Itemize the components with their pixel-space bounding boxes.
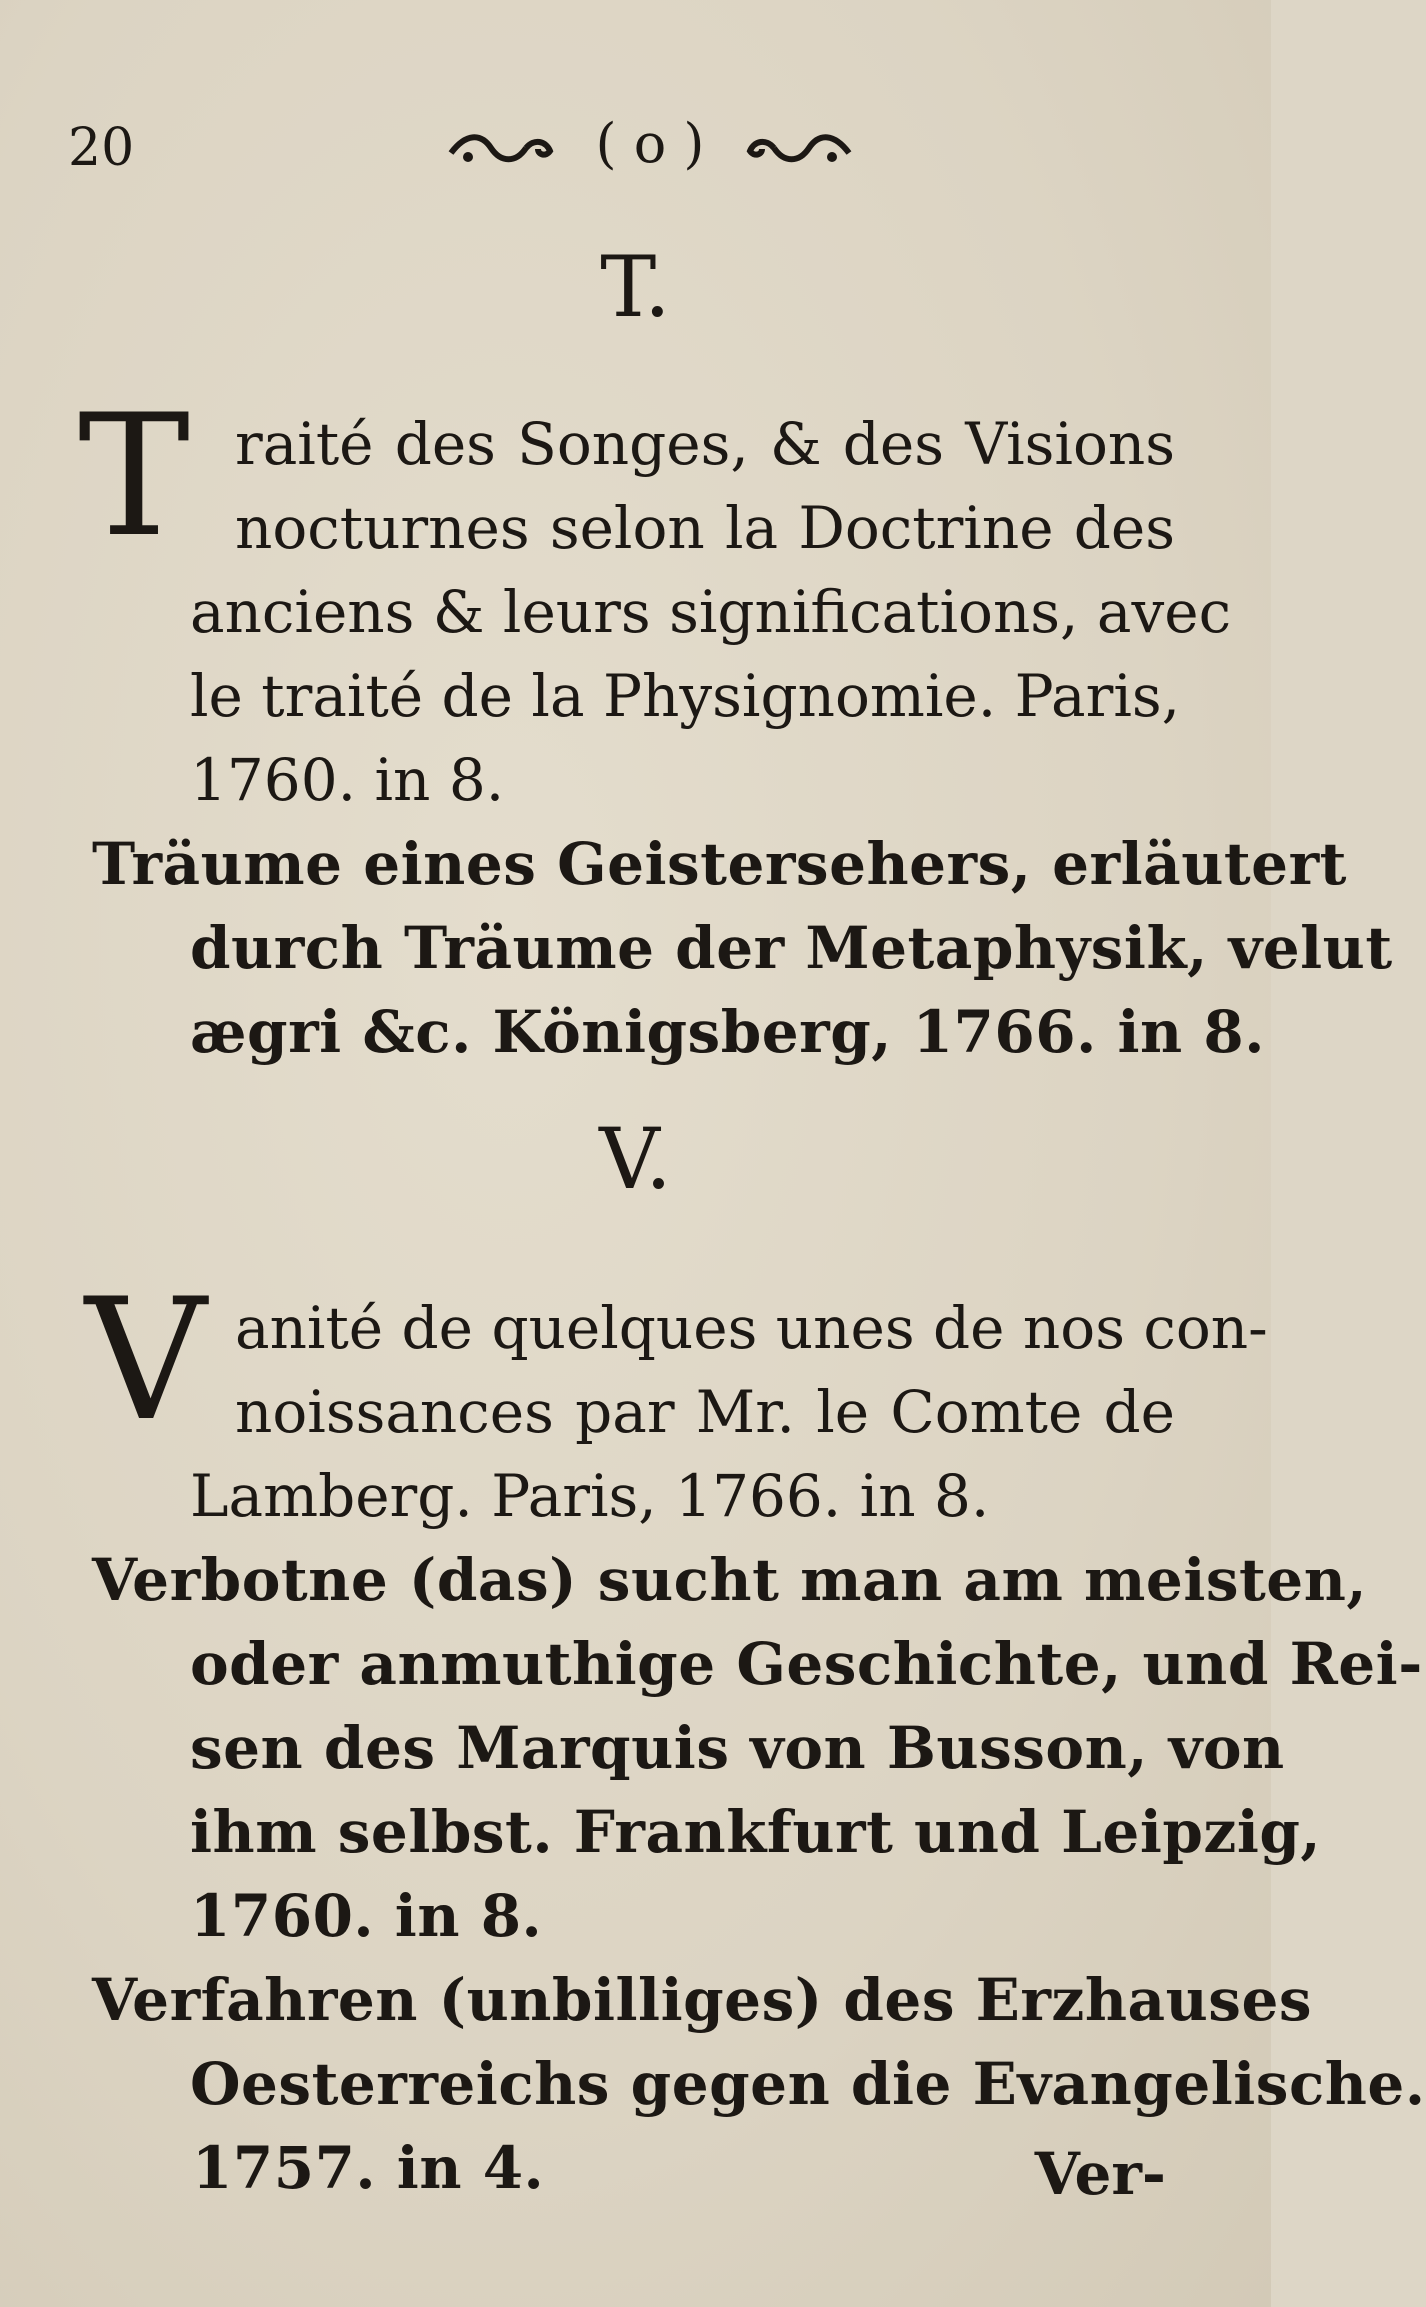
- drop-cap-v: V: [85, 1262, 207, 1458]
- entry-line: oder anmuthige Geschichte, und Rei-: [190, 1630, 1423, 1698]
- entry-line: nocturnes selon la Doctrine des: [235, 494, 1175, 562]
- entry-line: raité des Songes, & des Visions: [235, 410, 1175, 478]
- entry-line: anciens & leurs significations, avec: [190, 578, 1232, 646]
- entry-line: 1760. in 8.: [190, 746, 505, 814]
- section-heading-v: V.: [599, 1110, 672, 1208]
- entry-traeume-cont: [190, 906, 1393, 1074]
- entry-line: Oesterreichs gegen die Evangelische.: [190, 2050, 1426, 2118]
- entry-line: durch Träume der Metaphysik, velut: [190, 914, 1393, 982]
- entry-line: ægri &c. Königsberg, 1766. in 8.: [190, 998, 1265, 1066]
- entry-line: noissances par Mr. le Comte de: [235, 1378, 1175, 1446]
- entry-traeume-eines-geistersehers: [92, 822, 1347, 906]
- entry-verfahren-cont: [190, 2042, 1426, 2126]
- running-head-text: ( o ): [595, 112, 705, 175]
- section-heading-t: T.: [600, 238, 671, 336]
- entry-traite-des-songes: [235, 402, 1175, 570]
- entry-line: le traité de la Physignomie. Paris,: [190, 662, 1181, 730]
- right-ornament-icon: [744, 123, 854, 173]
- catchword: Ver-: [1034, 2140, 1166, 2208]
- entry-verbotne: [92, 1538, 1368, 1622]
- entry-line: 1757. in 4.: [192, 2134, 545, 2202]
- entry-line: 1760. in 8.: [190, 1882, 543, 1950]
- entry-line: anité de quelques unes de nos con-: [235, 1294, 1268, 1362]
- entry-line: ihm selbst. Frankfurt und Leipzig,: [190, 1798, 1322, 1866]
- page-number: 20: [68, 118, 135, 178]
- entry-line: sen des Marquis von Busson, von: [190, 1714, 1285, 1782]
- left-ornament-icon: [446, 123, 556, 173]
- entry-line: Verbotne (das) sucht man am meisten,: [92, 1546, 1368, 1614]
- entry-line: Verfahren (unbilliges) des Erzhauses: [92, 1966, 1312, 2034]
- entry-verbotne-cont: [190, 1622, 1423, 1958]
- running-head: [370, 112, 930, 175]
- entry-traite-des-songes-cont: [190, 570, 1232, 822]
- entry-line: Träume eines Geistersehers, erläutert: [92, 830, 1347, 898]
- entry-vanite: [235, 1286, 1268, 1454]
- entry-verfahren: [92, 1958, 1312, 2042]
- entry-verfahren-date: [192, 2126, 792, 2210]
- drop-cap-t: T: [78, 378, 191, 574]
- entry-vanite-cont: [190, 1454, 1175, 1538]
- entry-line: Lamberg. Paris, 1766. in 8.: [190, 1462, 990, 1530]
